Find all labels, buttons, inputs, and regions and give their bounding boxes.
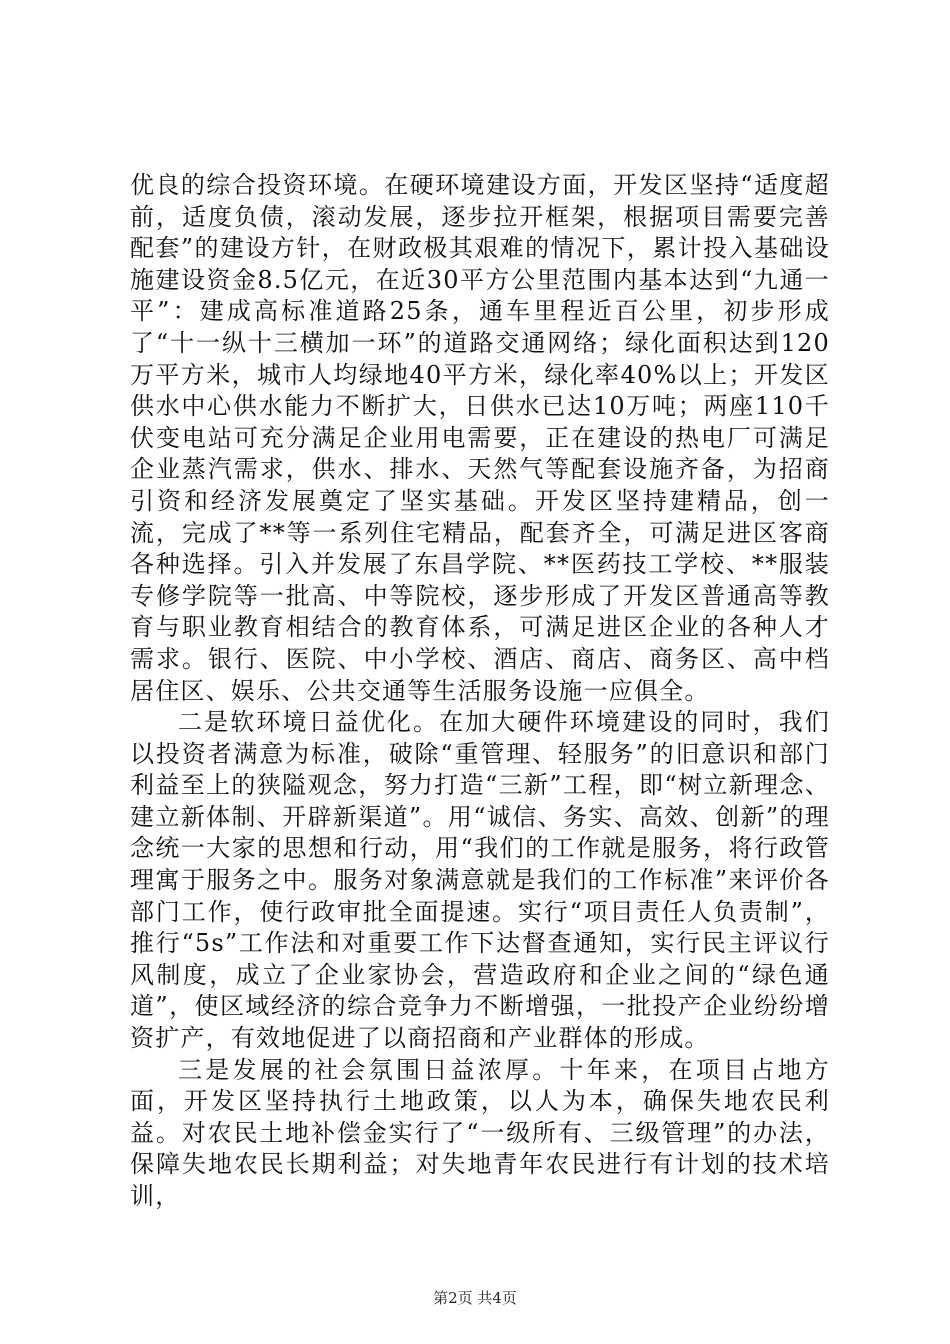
page-number-footer: 第2页 共4页 [433,1289,517,1307]
paragraph-social-atmosphere: 三是发展的社会氛围日益浓厚。十年来，在项目占地方面，开发区坚持执行土地政策，以人为本，确保失地农民利益。对农民土地补偿金实行了“一级所有、三级管理”的办法，保障失地农民长期利益；对失地青年农民进行有计划的技术培训， [130,1055,830,1210]
paragraph-hard-environment: 优良的综合投资环境。在硬环境建设方面，开发区坚持“适度超前，适度负债，滚动发展，逐步拉开框架，根据项目需要完善配套”的建设方针，在财政极其艰难的情况下，累计投入基础设施建设资金8.5亿元，在近30平方公里范围内基本达到“九通一平”：建成高标准道路25条，通车里程近百公里，初步形成了“十一纵十三横加一环”的道路交通网络；绿化面积达到120万平方米，城市人均绿地40平方米，绿化率40%以上；开发区供水中心供水能力不断扩大，日供水已达10万吨；两座110千伏变电站可充分满足企业用电需要，正在建设的热电厂可满足企业蒸汽需求，供水、排水、天然气等配套设施齐备，为招商引资和经济发展奠定了坚实基础。开发区坚持建精品，创一流，完成了**等一系列住宅精品，配套齐全，可满足进区客商各种选择。引入并发展了东昌学院、**医药技工学校、**服装专修学院等一批高、中等院校，逐步形成了开发区普通高等教育与职业教育相结合的教育体系，可满足进区企业的各种人才需求。银行、医院、中小学校、酒店、商店、商务区、高中档居住区、娱乐、公共交通等生活服务设施一应俱全。 [130,171,830,705]
paragraph-soft-environment: 二是软环境日益优化。在加大硬件环境建设的同时，我们以投资者满意为标准，破除“重管理、轻服务”的旧意识和部门利益至上的狭隘观念，努力打造“三新”工程，即“树立新理念、建立新体制、开辟新渠道”。用“诚信、务实、高效、创新”的理念统一大家的思想和行动，用“我们的工作就是服务，将行政管理寓于服务之中。服务对象满意就是我们的工作标准”来评价各部门工作，使行政审批全面提速。实行“项目责任人负责制”，推行“5s”工作法和对重要工作下达督查通知，实行民主评议行风制度，成立了企业家协会，营造政府和企业之间的“绿色通道”，使区域经济的综合竞争力不断增强，一批投产企业纷纷增资扩产，有效地促进了以商招商和产业群体的形成。 [130,708,830,1053]
body-text [130,170,830,1213]
